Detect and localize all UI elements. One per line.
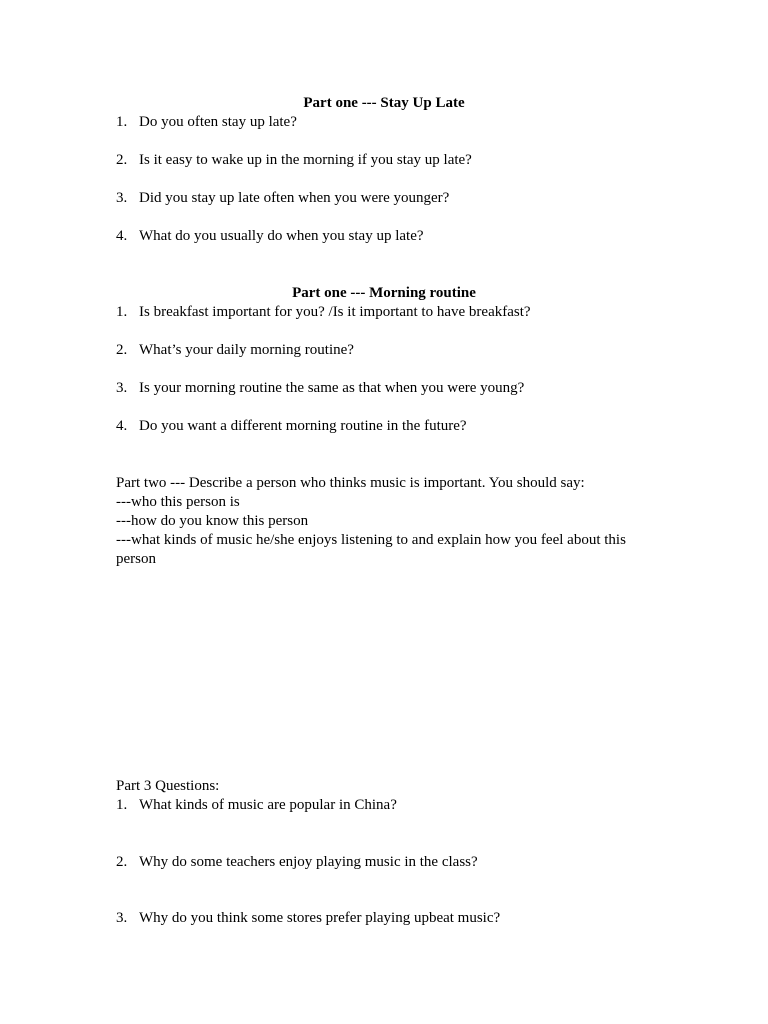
question-number: 3. [116, 910, 128, 926]
question-number: 2. [116, 854, 128, 870]
question-number: 1. [116, 797, 128, 813]
question-item [116, 417, 467, 436]
question-text: What kinds of music are popular in China? [139, 797, 397, 813]
question-number: 3. [116, 190, 128, 206]
question-text: Is breakfast important for you? /Is it important to have breakfast? [139, 304, 531, 320]
question-number: 3. [116, 380, 128, 396]
section-heading-part-3: Part 3 Questions: [116, 778, 220, 794]
question-item [116, 189, 449, 208]
question-text: Did you stay up late often when you were younger? [139, 190, 450, 206]
part-two-cue: ---how do you know this person [116, 513, 309, 529]
question-item [116, 113, 297, 132]
question-number: 1. [116, 304, 128, 320]
section-heading-morning-routine: Part one --- Morning routine [292, 285, 476, 301]
question-item [116, 379, 524, 398]
part-two-cue: ---who this person is [116, 494, 240, 510]
section-heading-stay-up-late: Part one --- Stay Up Late [303, 95, 465, 111]
question-text: Is it easy to wake up in the morning if you stay up late? [139, 152, 472, 168]
question-number: 1. [116, 114, 128, 130]
question-item [116, 227, 424, 246]
question-text: Why do some teachers enjoy playing music in the class? [139, 854, 478, 870]
part-two-cue-continued: person [116, 551, 156, 567]
question-text: What do you usually do when you stay up late? [139, 228, 424, 244]
question-number: 4. [116, 418, 128, 434]
question-number: 2. [116, 152, 128, 168]
question-item [116, 341, 354, 360]
part-two-prompt: Part two --- Describe a person who thinks music is important. You should say: [116, 475, 585, 491]
question-item [116, 151, 472, 170]
question-item [116, 303, 531, 322]
question-item [116, 796, 397, 815]
question-text: Is your morning routine the same as that when you were young? [139, 380, 525, 396]
question-number: 2. [116, 342, 128, 358]
question-item [116, 909, 500, 928]
part-two-cue: ---what kinds of music he/she enjoys listening to and explain how you feel about this [116, 532, 626, 548]
question-text: Do you often stay up late? [139, 114, 297, 130]
question-number: 4. [116, 228, 128, 244]
question-text: Why do you think some stores prefer playing upbeat music? [139, 910, 501, 926]
question-text: What’s your daily morning routine? [139, 342, 354, 358]
question-text: Do you want a different morning routine in the future? [139, 418, 467, 434]
question-item [116, 853, 478, 872]
